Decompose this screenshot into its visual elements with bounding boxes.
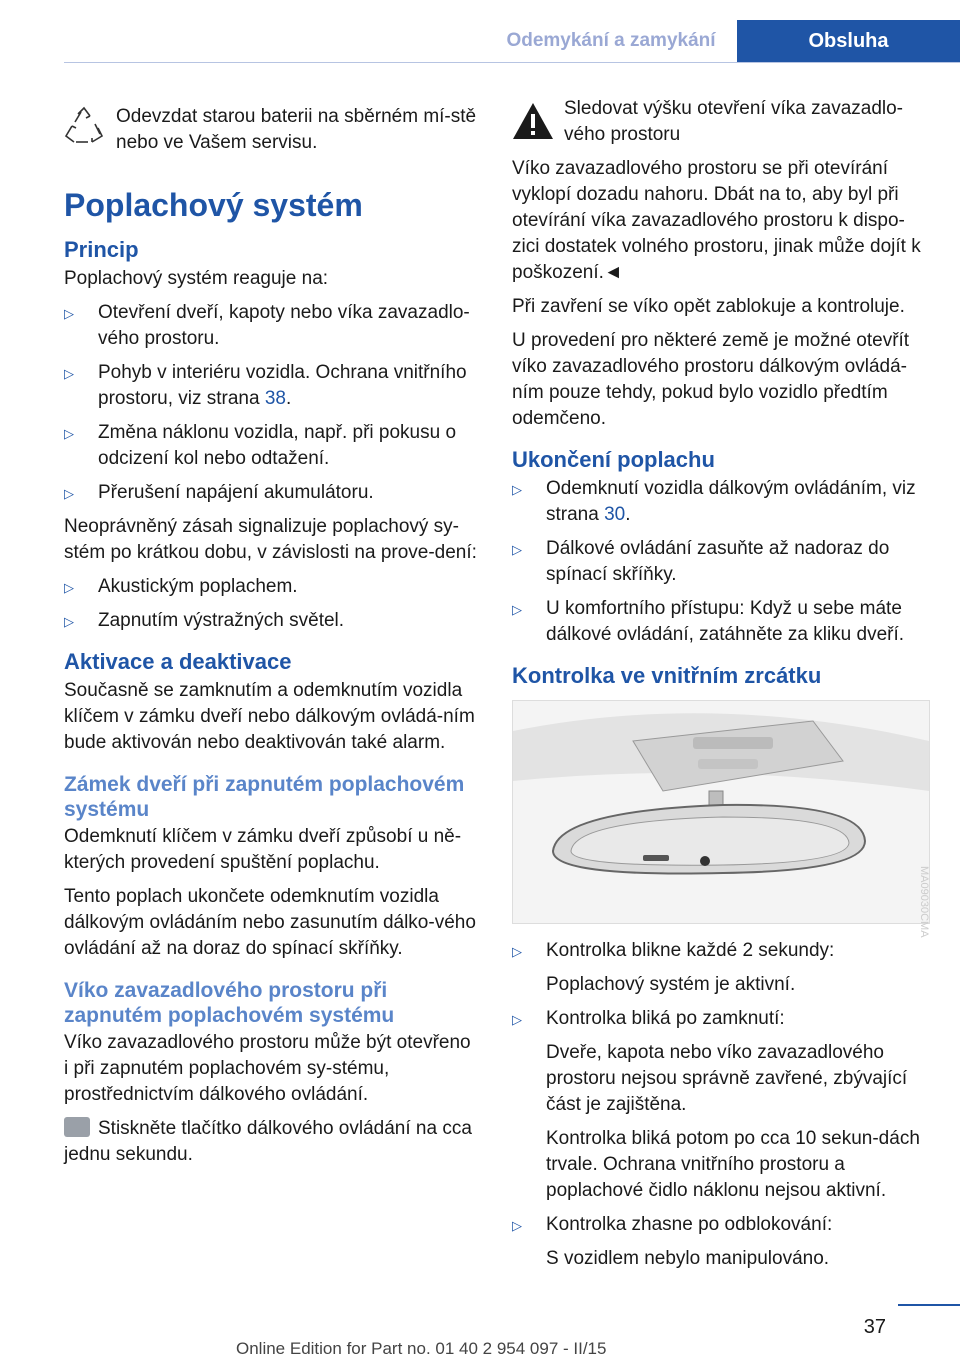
list-item: ▷ Změna náklonu vozidla, např. při pokusu o odcizení kol nebo odtažení.: [64, 422, 457, 469]
zamek-p1: Odemknutí klíčem v zámku dveří způsobí u ně‐kterých provedení spuštění poplachu.: [64, 826, 462, 873]
princip-paragraph: Neoprávněný zásah signalizuje poplachový sy‐stém po krátkou dobu, v závislosti na prove‐dení:: [64, 516, 477, 563]
princip-list: [64, 300, 478, 506]
warning-text: Víko zavazadlového prostoru se při otevírání vyklopí dozadu nahoru. Dbát na to, aby byl při otevírání víka zavazadlového prostoru k dispo‐zici dostatek volného prostoru, jinak může dojít k poškození.◄: [512, 158, 921, 283]
recycle-icon: [64, 106, 104, 146]
list-item: ▷ Dálkové ovládání zasuňte až nadoraz do spínací skříňky.: [512, 538, 890, 585]
zamek-p2: Tento poplach ukončete odemknutím vozidla dálkovým ovládáním nebo zasunutím dálko‐vého ovládání až na doraz do spínací skříňky.: [64, 886, 476, 959]
figure-code: MA09030CMA: [918, 866, 930, 938]
recycle-note: [64, 104, 478, 160]
list-item: ▷ Přerušení napájení akumulátoru.: [64, 480, 478, 506]
header-chapter-tab[interactable]: Obsluha: [737, 20, 960, 63]
left-column: [64, 96, 478, 1176]
list-item: ▷ Kontrolka bliká po zamknutí: Dveře, kapota nebo víko zavazadlového prostoru nejsou správně zavřené, zbývající část je zajištěna. Kontrolka bliká potom po cca 10 sekun‐dách trvale. Ochrana vnitřního prostoru a poplachové čidlo náklonu nejsou aktivní.: [512, 1008, 920, 1201]
footer-divider: [898, 1304, 960, 1306]
list-item: ▷ Kontrolka zhasne po odblokování: S vozidlem nebylo manipulováno.: [512, 1214, 833, 1269]
footer-edition: Online Edition for Part no. 01 40 2 954 097 - II/15: [236, 1339, 607, 1358]
warning-icon: [512, 102, 554, 140]
bullet-icon: ▷: [64, 366, 74, 381]
list-item: ▷ Pohyb v interiéru vozidla. Ochrana vnitřního prostoru, viz strana 38.: [64, 362, 467, 409]
viko-p2: Stiskněte tlačítko dálkového ovládání na cca jednu sekundu.: [64, 1118, 472, 1165]
ukonceni-list: [512, 476, 928, 648]
list-item: ▷ U komfortního přístupu: Když u sebe máte dálkové ovládání, zatáhněte za kliku dveří.: [512, 598, 905, 645]
list-item: ▷ Zapnutím výstražných světel.: [64, 608, 478, 634]
bullet-icon: ▷: [64, 306, 74, 321]
bullet-icon: ▷: [64, 486, 74, 501]
heading-aktivace: Aktivace a deaktivace: [64, 649, 292, 674]
kontrolka-list: [512, 938, 928, 1272]
page-title: Poplachový systém: [64, 187, 363, 223]
bullet-icon: ▷: [64, 614, 74, 629]
warning-title: Sledovat výšku otevření víka zavazadlo‐vého prostoru: [564, 98, 904, 145]
heading-kontrolka: Kontrolka ve vnitřním zrcátku: [512, 663, 822, 688]
bullet-icon: ▷: [512, 542, 522, 557]
list-item: ▷ Odemknutí vozidla dálkovým ovládáním, viz strana 30.: [512, 478, 916, 525]
page-number: 37: [863, 1316, 886, 1338]
aktivace-text: Současně se zamknutím a odemknutím vozidla klíčem v zámku dveří nebo dálkovým ovládá‐ním bude aktivován nebo deaktivován také alarm.: [64, 680, 475, 753]
bullet-icon: ▷: [512, 1012, 522, 1027]
bullet-icon: ▷: [512, 482, 522, 497]
list-item: ▷ Akustickým poplachem.: [64, 574, 478, 600]
heading-viko: Víko zavazadlového prostoru při zapnutém poplachovém systému: [64, 979, 395, 1027]
heading-ukonceni: Ukončení poplachu: [512, 447, 715, 472]
header-divider: [64, 62, 960, 63]
page-link-30[interactable]: 30: [604, 504, 626, 525]
bullet-icon: ▷: [64, 426, 74, 441]
right-paragraph-1: Při zavření se víko opět zablokuje a kontroluje.: [512, 296, 905, 317]
princip-list-2: [64, 574, 478, 634]
viko-p1: Víko zavazadlového prostoru může být otevřeno i při zapnutém poplachovém sy‐stému, prostřednictvím dálkového ovládání.: [64, 1032, 471, 1105]
heading-zamek: Zámek dveří při zapnutém poplachovém systému: [64, 773, 465, 821]
bullet-icon: ▷: [64, 580, 74, 595]
rearview-mirror-illustration: [513, 701, 929, 923]
page-link-38[interactable]: 38: [264, 388, 286, 409]
warning-box: [512, 96, 928, 148]
right-paragraph-2: U provedení pro některé země je možné otevřít víko zavazadlového prostoru dálkovým ovládá‐ním pouze tehdy, pokud bylo vozidlo předtím odemčeno.: [512, 330, 910, 429]
bullet-icon: ▷: [512, 944, 522, 959]
trunk-key-icon: [64, 1117, 90, 1137]
recycle-note-text: Odevzdat starou baterii na sběrném mí‐stě nebo ve Vašem servisu.: [116, 106, 477, 153]
right-column: [512, 96, 928, 1280]
list-item: ▷ Otevření dveří, kapoty nebo víka zavazadlo‐vého prostoru.: [64, 302, 470, 349]
bullet-icon: ▷: [512, 602, 522, 617]
heading-princip: Princip: [64, 237, 139, 262]
mirror-figure: [512, 700, 930, 924]
princip-intro: Poplachový systém reaguje na:: [64, 268, 329, 289]
list-item: ▷ Kontrolka blikne každé 2 sekundy: Poplachový systém je aktivní.: [512, 940, 835, 995]
bullet-icon: ▷: [512, 1218, 522, 1233]
header-section-title: Odemykání a zamykání: [506, 30, 716, 51]
